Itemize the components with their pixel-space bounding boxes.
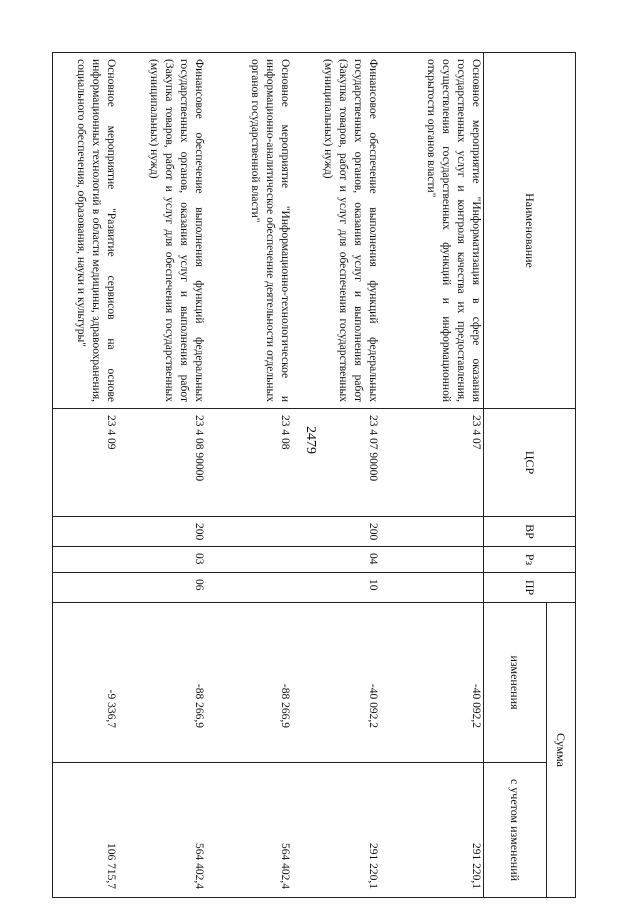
row-csr: 23 4 09 — [53, 409, 119, 517]
row-pr — [381, 573, 484, 603]
table-row — [119, 53, 207, 898]
row-csr: 23 4 07 — [381, 409, 484, 517]
row-change: -88 266,9 — [207, 603, 293, 763]
header-sum: Сумма — [547, 603, 576, 898]
row-name: Основное мероприятие "Развитие сервисов на основе информационных технологий в области медицины, здравоохранения, социального обеспечения, образования, науки и культуры" — [53, 53, 119, 409]
row-total: 291 220,1 — [293, 763, 381, 898]
table-row — [381, 53, 484, 898]
header-name: Наименование — [484, 53, 576, 409]
header-row — [547, 53, 576, 898]
header-pr: ПР — [484, 573, 576, 603]
row-total: 564 402,4 — [119, 763, 207, 898]
row-pr: 10 — [293, 573, 381, 603]
row-change: -40 092,2 — [293, 603, 381, 763]
page-number: 2479 — [303, 426, 318, 454]
row-rz: 03 — [119, 547, 207, 573]
header-vr: ВР — [484, 517, 576, 547]
row-rz — [381, 547, 484, 573]
row-rz: 04 — [293, 547, 381, 573]
row-vr: 200 — [119, 517, 207, 547]
row-pr: 06 — [119, 573, 207, 603]
row-vr: 200 — [293, 517, 381, 547]
row-csr: 23 4 08 — [207, 409, 293, 517]
row-vr — [53, 517, 119, 547]
row-rz — [207, 547, 293, 573]
row-csr: 23 4 07 90000 — [293, 409, 381, 517]
row-csr: 23 4 08 90000 — [119, 409, 207, 517]
table-row — [207, 53, 293, 898]
row-name: Финансовое обеспечение выполнения функций федеральных государственных органов, оказания услуг и выполнения работ (Закупка товаров, работ и услуг для обеспечения государственных (муниципальных) нужд) — [119, 53, 207, 409]
budget-table — [52, 52, 576, 898]
row-vr — [381, 517, 484, 547]
header-rz: Рз — [484, 547, 576, 573]
row-change: -88 266,9 — [119, 603, 207, 763]
row-total: 106 715,7 — [53, 763, 119, 898]
row-name: Основное мероприятие "Информатизация в сфере оказания государственных услуг и контроля качества их предоставления, осуществления государственных функций и информационной открытости органов власти" — [381, 53, 484, 409]
header-with-changes: с учетом изменений — [484, 763, 547, 898]
row-pr — [53, 573, 119, 603]
row-change: -40 092,2 — [381, 603, 484, 763]
row-total: 564 402,4 — [207, 763, 293, 898]
row-rz — [53, 547, 119, 573]
header-change: изменения — [484, 603, 547, 763]
row-total: 291 220,1 — [381, 763, 484, 898]
row-name: Финансовое обеспечение выполнения функций федеральных государственных органов, оказания услуг и выполнения работ (Закупка товаров, работ и услуг для обеспечения государственных (муниципальных) нужд) — [293, 53, 381, 409]
row-pr — [207, 573, 293, 603]
table-row — [293, 53, 381, 898]
table-row — [53, 53, 119, 898]
row-vr — [207, 517, 293, 547]
budget-table-rotated — [64, 52, 576, 897]
row-change: -9 336,7 — [53, 603, 119, 763]
row-name: Основное мероприятие "Информационно-технологическое и информационно-аналитическое обеспечение деятельности отдельных органов государственной власти" — [207, 53, 293, 409]
header-csr: ЦСР — [484, 409, 576, 517]
